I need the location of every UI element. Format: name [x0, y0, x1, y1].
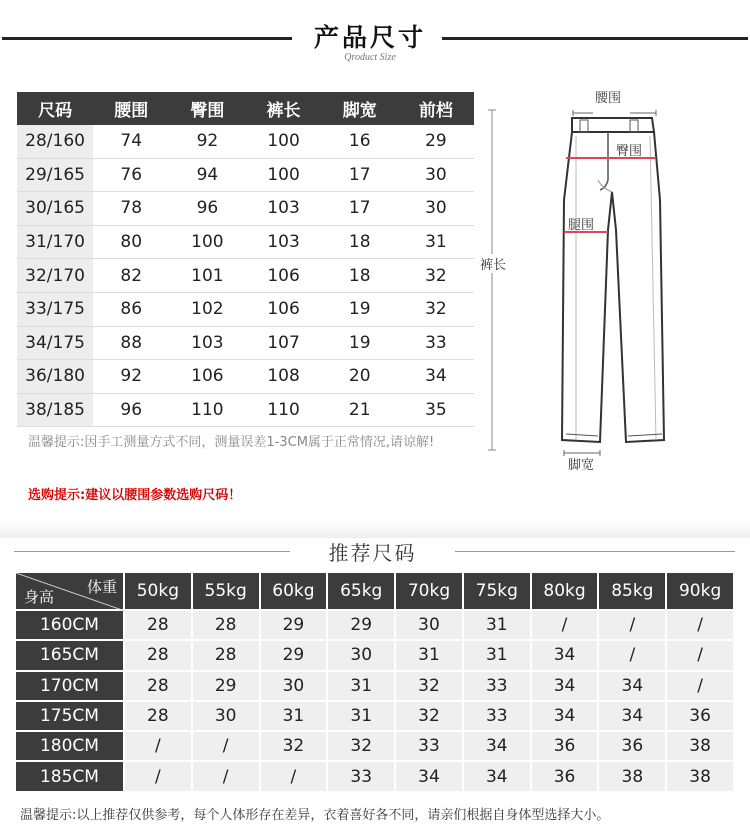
weight-header-cell: 60kg [261, 573, 329, 611]
recommend-size-cell: / [261, 762, 329, 792]
recommend-size-cell: 36 [532, 762, 600, 792]
size-cell: 94 [169, 158, 245, 192]
recommend-size-cell: / [667, 672, 735, 702]
size-table-row [17, 292, 474, 326]
size-cell: 92 [169, 125, 245, 158]
size-cell: 28/160 [17, 125, 93, 158]
height-header-cell: 175CM [16, 702, 125, 732]
recommend-size-cell: / [532, 611, 600, 641]
recommend-size-cell: 32 [396, 672, 464, 702]
recommend-size-cell: 34 [396, 762, 464, 792]
pants-illustration [480, 80, 740, 480]
recommend-size-cell: / [125, 762, 193, 792]
recommend-size-cell: / [599, 641, 667, 671]
size-cell: 92 [93, 360, 169, 394]
size-cell: 34/175 [17, 326, 93, 360]
size-cell: 16 [322, 125, 398, 158]
waist-label: 腰围 [595, 91, 622, 106]
recommend-size-cell: 33 [464, 672, 532, 702]
recommend-size-cell: 31 [328, 672, 396, 702]
size-cell: 32 [398, 259, 474, 293]
size-cell: 76 [93, 158, 169, 192]
height-header-cell: 180CM [16, 732, 125, 762]
recommend-size-cell: 31 [464, 611, 532, 641]
hip-label: 臀围 [616, 144, 643, 159]
size-cell: 19 [322, 326, 398, 360]
recommend-size-cell: / [667, 641, 735, 671]
size-cell: 29 [398, 125, 474, 158]
size-cell: 101 [169, 259, 245, 293]
size-table-row [17, 125, 474, 158]
recommend-size-cell: 34 [599, 672, 667, 702]
size-cell: 36/180 [17, 360, 93, 394]
recommend-body [16, 611, 735, 793]
size-table-row [17, 326, 474, 360]
recommend-size-cell: 31 [328, 702, 396, 732]
size-cell: 103 [245, 192, 321, 226]
size-cell: 30 [398, 192, 474, 226]
size-cell: 103 [245, 225, 321, 259]
recommend-size-cell: 30 [261, 672, 329, 702]
recommend-size-cell: 34 [532, 672, 600, 702]
recommend-size-cell: 36 [667, 702, 735, 732]
recommend-row [16, 732, 735, 762]
size-table-header [17, 92, 474, 125]
recommend-row [16, 611, 735, 641]
size-cell: 102 [169, 292, 245, 326]
size-cell: 106 [169, 360, 245, 394]
recommend-size-cell: 36 [532, 732, 600, 762]
recommend-size-cell: 29 [328, 611, 396, 641]
size-table-body [17, 125, 474, 427]
length-label: 裤长 [480, 254, 506, 273]
size-cell: 29/165 [17, 158, 93, 192]
size-cell: 38/185 [17, 393, 93, 427]
size-cell: 106 [245, 259, 321, 293]
size-table-row [17, 158, 474, 192]
size-cell: 32/170 [17, 259, 93, 293]
size-cell: 86 [93, 292, 169, 326]
weight-header-cell: 70kg [396, 573, 464, 611]
recommend-title: 推荐尺码 [328, 541, 417, 565]
recommend-size-cell: 29 [261, 641, 329, 671]
measure-note: 温馨提示:因手工测量方式不同，测量误差1-3CM属于正常情况,请谅解! [28, 435, 435, 450]
recommend-header-row [16, 573, 735, 611]
corner-height-label: 身高 [24, 588, 55, 606]
size-cell: 88 [93, 326, 169, 360]
recommend-size-cell: 31 [464, 641, 532, 671]
size-header-cell: 脚宽 [322, 92, 398, 125]
size-cell: 17 [322, 158, 398, 192]
size-table-row [17, 192, 474, 226]
recommend-row [16, 672, 735, 702]
recommend-size-cell: 28 [125, 672, 193, 702]
recommend-size-cell: 30 [193, 702, 261, 732]
weight-header-cell: 80kg [532, 573, 600, 611]
hem-label: 脚宽 [568, 458, 595, 473]
size-cell: 30 [398, 158, 474, 192]
recommend-size-cell: / [193, 732, 261, 762]
weight-header-cell: 55kg [193, 573, 261, 611]
rec-divider-right [455, 551, 735, 552]
size-cell: 110 [169, 393, 245, 427]
size-cell: 82 [93, 259, 169, 293]
rec-divider-left [14, 551, 290, 552]
title-divider-right [442, 37, 748, 40]
recommend-size-cell: 29 [261, 611, 329, 641]
size-cell: 110 [245, 393, 321, 427]
size-header-cell: 尺码 [17, 92, 93, 125]
height-header-cell: 185CM [16, 762, 125, 792]
recommend-size-cell: 28 [193, 641, 261, 671]
size-table-row [17, 393, 474, 427]
corner-weight-label: 体重 [86, 578, 117, 596]
height-header-cell: 165CM [16, 641, 125, 671]
pants-diagram [480, 80, 740, 480]
page-title: 产品尺寸 [313, 23, 426, 52]
size-cell: 18 [322, 225, 398, 259]
recommend-size-cell: 32 [261, 732, 329, 762]
size-cell: 100 [245, 158, 321, 192]
recommend-size-cell: 33 [464, 702, 532, 732]
size-cell: 78 [93, 192, 169, 226]
size-cell: 100 [245, 125, 321, 158]
recommend-size-cell: 34 [464, 732, 532, 762]
size-cell: 103 [169, 326, 245, 360]
recommend-size-cell: 28 [125, 611, 193, 641]
size-cell: 31/170 [17, 225, 93, 259]
weight-header-cell: 50kg [125, 573, 193, 611]
recommend-size-cell: 38 [599, 762, 667, 792]
weight-header-cell: 65kg [328, 573, 396, 611]
size-table-row [17, 259, 474, 293]
size-cell: 108 [245, 360, 321, 394]
size-header-cell: 裤长 [245, 92, 321, 125]
size-header-cell: 前档 [398, 92, 474, 125]
recommend-size-cell: 30 [328, 641, 396, 671]
recommend-size-cell: 34 [464, 762, 532, 792]
section-title [0, 18, 750, 68]
recommend-table [16, 573, 735, 793]
recommend-size-cell: 32 [328, 732, 396, 762]
recommend-size-cell: / [125, 732, 193, 762]
size-cell: 107 [245, 326, 321, 360]
size-cell: 35 [398, 393, 474, 427]
size-table-row [17, 225, 474, 259]
recommend-size-cell: 34 [599, 702, 667, 732]
recommend-size-cell: 29 [193, 672, 261, 702]
recommend-size-cell: / [667, 611, 735, 641]
recommend-size-cell: 28 [193, 611, 261, 641]
weight-header-cell: 90kg [667, 573, 735, 611]
size-header-cell: 腰围 [93, 92, 169, 125]
recommend-size-cell: / [193, 762, 261, 792]
weight-header-cell: 85kg [599, 573, 667, 611]
size-cell: 21 [322, 393, 398, 427]
size-cell: 34 [398, 360, 474, 394]
recommend-size-cell: 38 [667, 732, 735, 762]
recommend-size-cell: 38 [667, 762, 735, 792]
recommend-note: 温馨提示:以上推荐仅供参考，每个人体形存在差异，衣着喜好各不同，请亲们根据自身体型选择大小。 [20, 808, 610, 823]
recommend-size-cell: 31 [261, 702, 329, 732]
section-separator [0, 522, 750, 538]
recommend-row [16, 762, 735, 792]
recommend-size-cell: 33 [396, 732, 464, 762]
size-cell: 17 [322, 192, 398, 226]
page-subtitle: Qroduct Size [344, 52, 396, 63]
size-cell: 19 [322, 292, 398, 326]
size-cell: 33/175 [17, 292, 93, 326]
size-cell: 30/165 [17, 192, 93, 226]
title-divider-left [2, 37, 292, 40]
size-cell: 106 [245, 292, 321, 326]
size-cell: 20 [322, 360, 398, 394]
recommend-corner-cell [16, 573, 125, 611]
size-cell: 80 [93, 225, 169, 259]
recommend-row [16, 641, 735, 671]
recommend-size-cell: 34 [532, 702, 600, 732]
thigh-label: 腿围 [568, 218, 595, 233]
weight-header-cell: 75kg [464, 573, 532, 611]
size-cell: 96 [169, 192, 245, 226]
recommend-size-cell: 31 [396, 641, 464, 671]
size-cell: 18 [322, 259, 398, 293]
recommend-size-cell: 30 [396, 611, 464, 641]
size-header-cell: 臀围 [169, 92, 245, 125]
purchase-note: 选购提示:建议以腰围参数选购尺码！ [28, 488, 242, 503]
recommend-size-cell: 32 [396, 702, 464, 732]
height-header-cell: 170CM [16, 672, 125, 702]
recommend-size-cell: 28 [125, 641, 193, 671]
size-cell: 74 [93, 125, 169, 158]
size-cell: 33 [398, 326, 474, 360]
recommend-size-cell: / [599, 611, 667, 641]
size-cell: 96 [93, 393, 169, 427]
size-table [17, 92, 474, 427]
recommend-size-cell: 33 [328, 762, 396, 792]
recommend-size-cell: 36 [599, 732, 667, 762]
recommend-row [16, 702, 735, 732]
size-table-row [17, 360, 474, 394]
height-header-cell: 160CM [16, 611, 125, 641]
size-cell: 32 [398, 292, 474, 326]
recommend-size-cell: 34 [532, 641, 600, 671]
size-cell: 100 [169, 225, 245, 259]
recommend-size-cell: 28 [125, 702, 193, 732]
size-cell: 31 [398, 225, 474, 259]
